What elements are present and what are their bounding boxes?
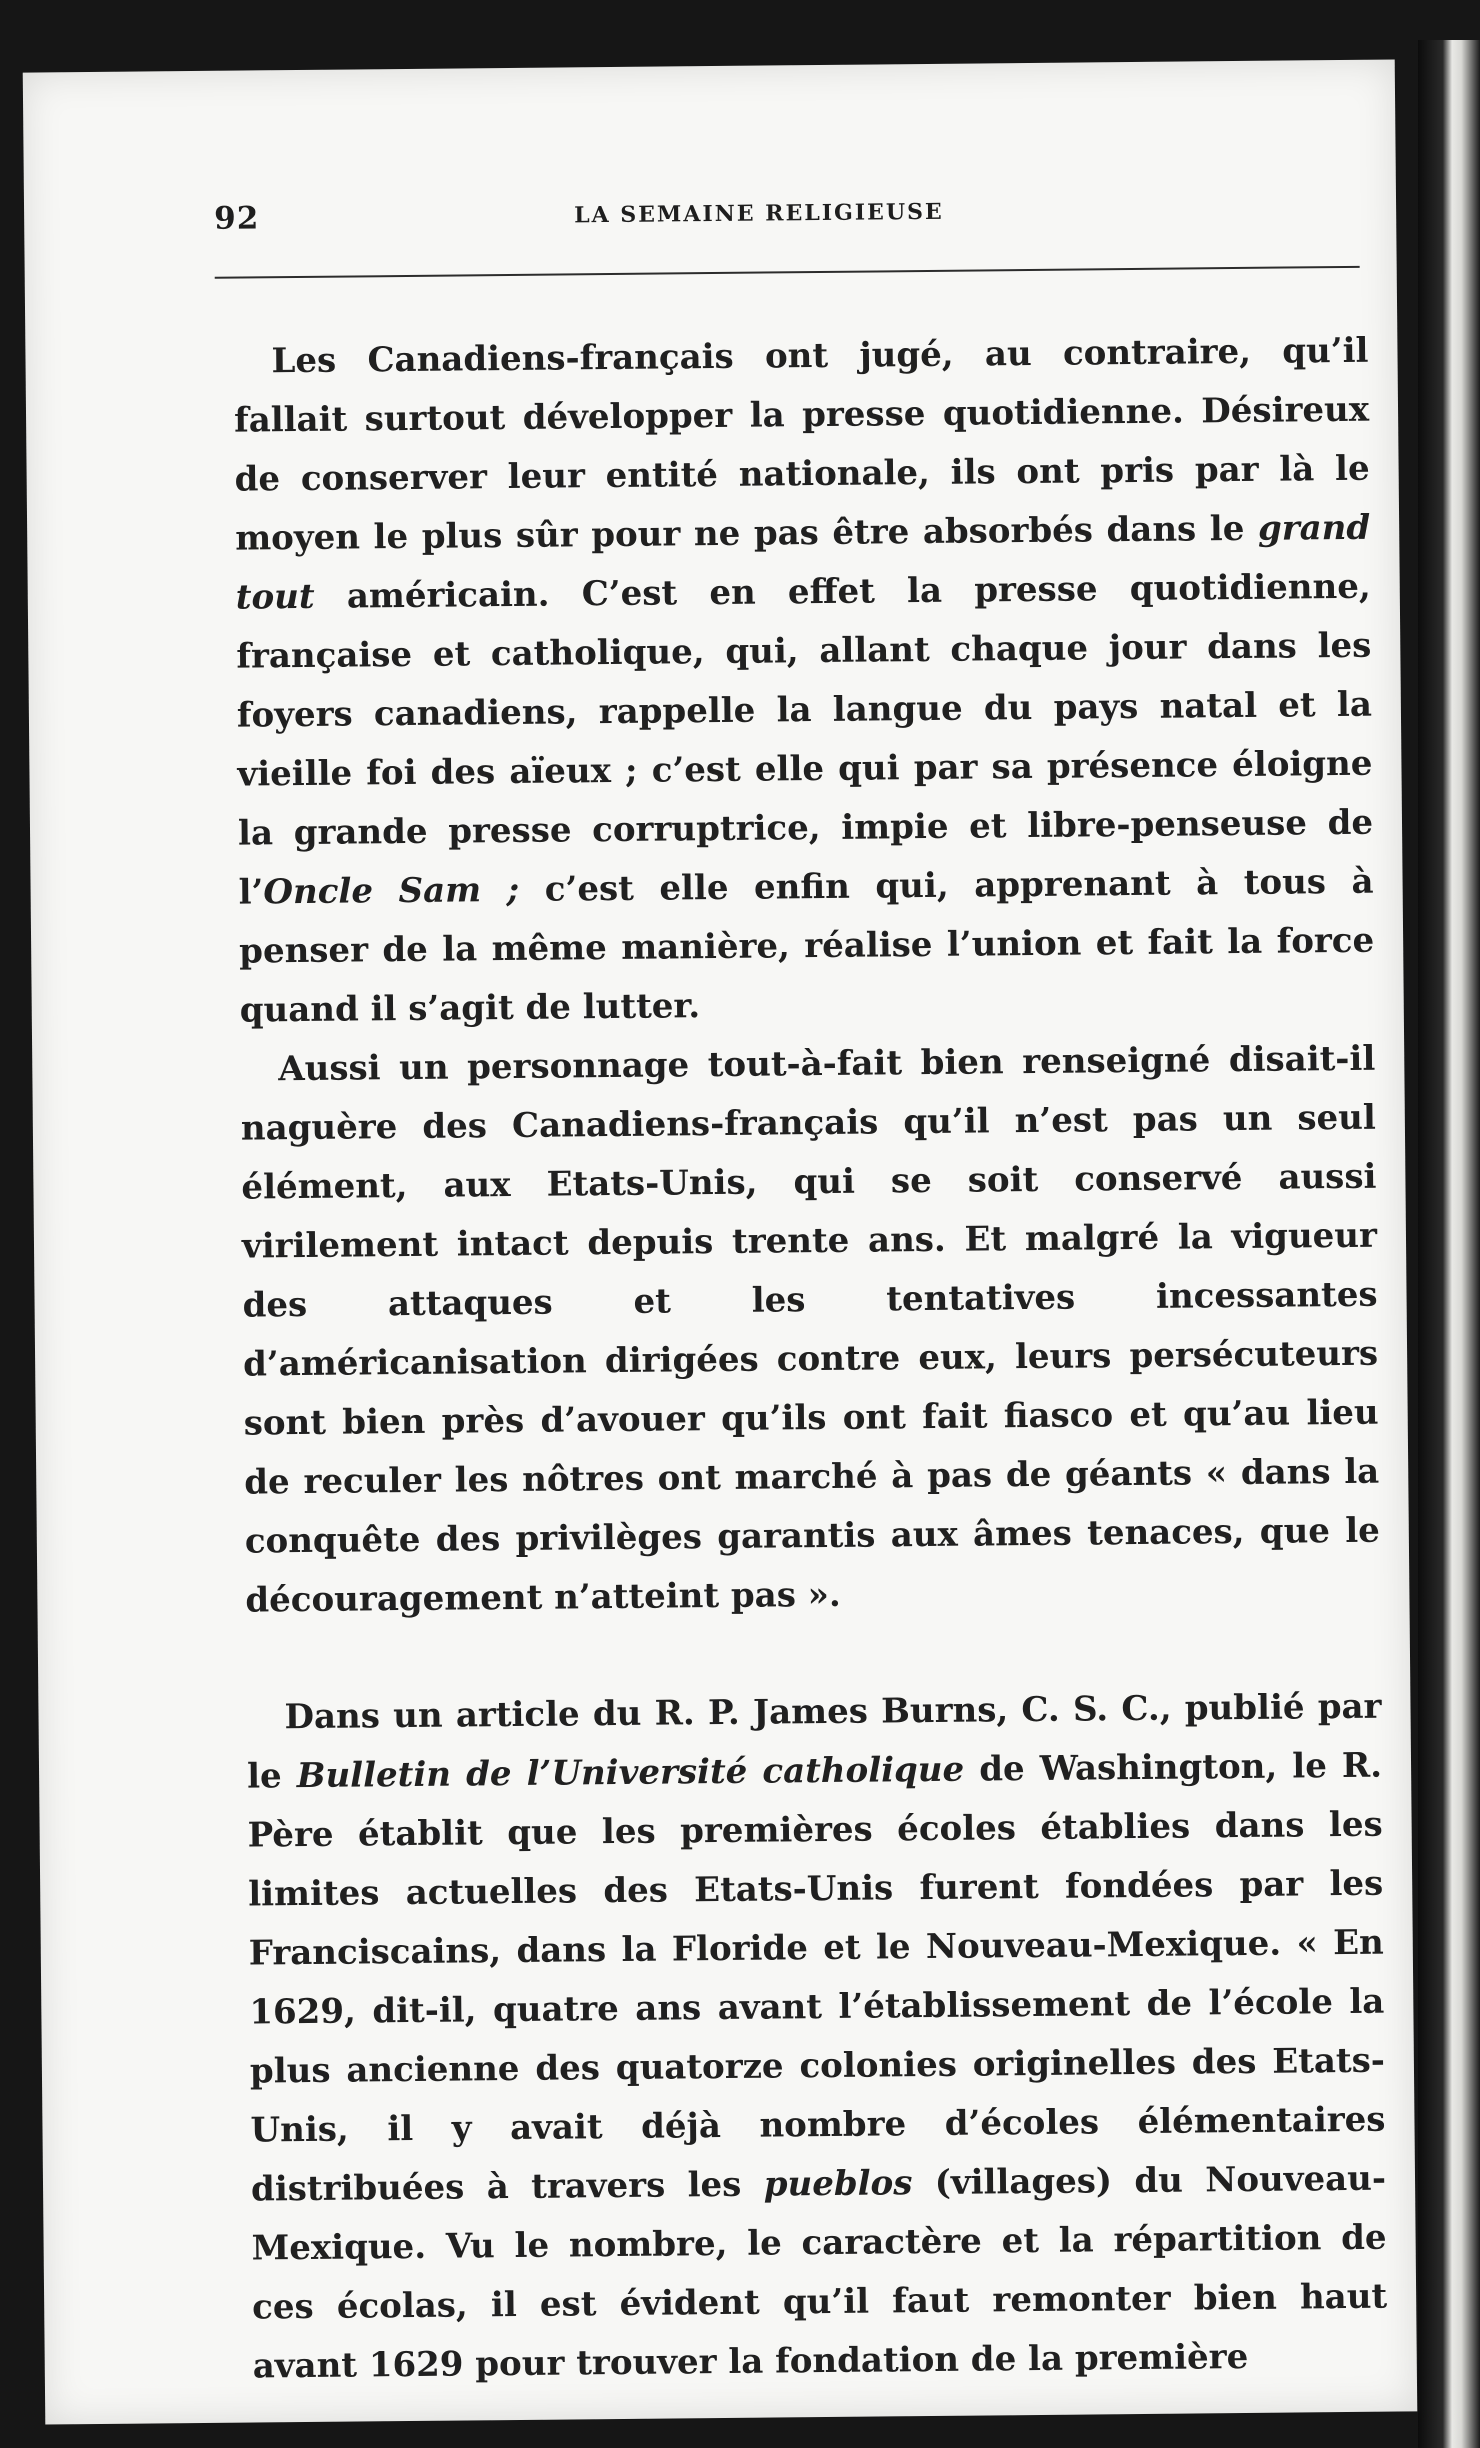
page-header [214,190,1360,261]
paragraph-3-italic-bulletin: Bulletin de l’Université catholique [296,1749,965,1797]
paragraph-2-segment-1: Aussi un personnage tout-à-fait bien renseigné disait-il naguère des Canadiens-français qu’il n’est pas un seul élément, aux Etats-Unis, qui se soit conservé aussi virilement intact depuis trente ans. Et malgré la vigueur des attaques et les tentatives incessantes d’américanisation dirigées contre eux, leurs persécuteurs sont bien près d’avouer qu’ils ont fait fiasco et qu’au lieu de reculer les nôtres ont marché à pas de géants « dans la conquête des privilèges garantis aux âmes tenaces, que le découragement n’atteint pas ». [240,1038,1380,1621]
paragraph-1-segment-5: c’est elle enfin qui, apprenant à tous à penser de la même manière, réalise l’union et fait la force quand il s’agit de lutter. [238,861,1375,1031]
paragraph-2 [240,1030,1381,1631]
paragraph-3 [246,1678,1388,2397]
header-rule [215,266,1360,279]
paragraph-1-segment-1: Les Canadiens-français ont jugé, au contraire, qu’il fallait surtout développer la presse quotidienne. Désireux de conserver leur entité nationale, ils ont pris par là le moyen le plus sûr pour ne pas être absorbés dans le [233,330,1370,559]
paragraph-3-segment-1: Dans un article du R. P. James Burns, C. S. C., publié par le [246,1686,1382,1797]
paragraph-1 [233,322,1375,1041]
book-page [23,59,1418,2424]
paragraph-3-segment-3: de Washington, le R. Père établit que les premières écoles établies dans les limites actuelles des Etats-Unis furent fondées par les Franciscains, dans la Floride et le Nouveau-Mexique. « En 1629, dit-il, quatre ans avant l’établissement de l’école la plus ancienne des quatorze colonies originelles des Etats-Unis, il y avait déjà nombre d’écoles élémentaires distribuées à travers les [247,1745,1386,2210]
paragraph-1-italic-oncle-sam: Oncle Sam ; [263,869,520,913]
paragraph-1-italic-grand-tout: grand tout [235,507,1371,618]
paragraph-1-segment-3: américain. C’est en effet la presse quotidienne, française et catholique, qui, allant chaque jour dans les foyers canadiens, rappelle la langue du pays natal et la vieille foi des aïeux ; c’est elle qui par sa présence éloigne la grande presse corruptrice, impie et libre-penseuse de l’ [236,566,1374,913]
paragraph-3-italic-pueblos: pueblos [763,2163,913,2205]
adjacent-page-edge [1418,40,1480,2448]
running-title: LA SEMAINE RELIGIEUSE [574,198,944,229]
page-number: 92 [213,200,260,237]
paragraph-3-segment-5: (villages) du Nouveau-Mexique. Vu le nombre, le caractère et la répartition de ces écolas, il est évident qu’il faut remonter bien haut avant 1629 pour trouver la fondation de la première [251,2158,1388,2387]
page-body [233,322,1388,2397]
